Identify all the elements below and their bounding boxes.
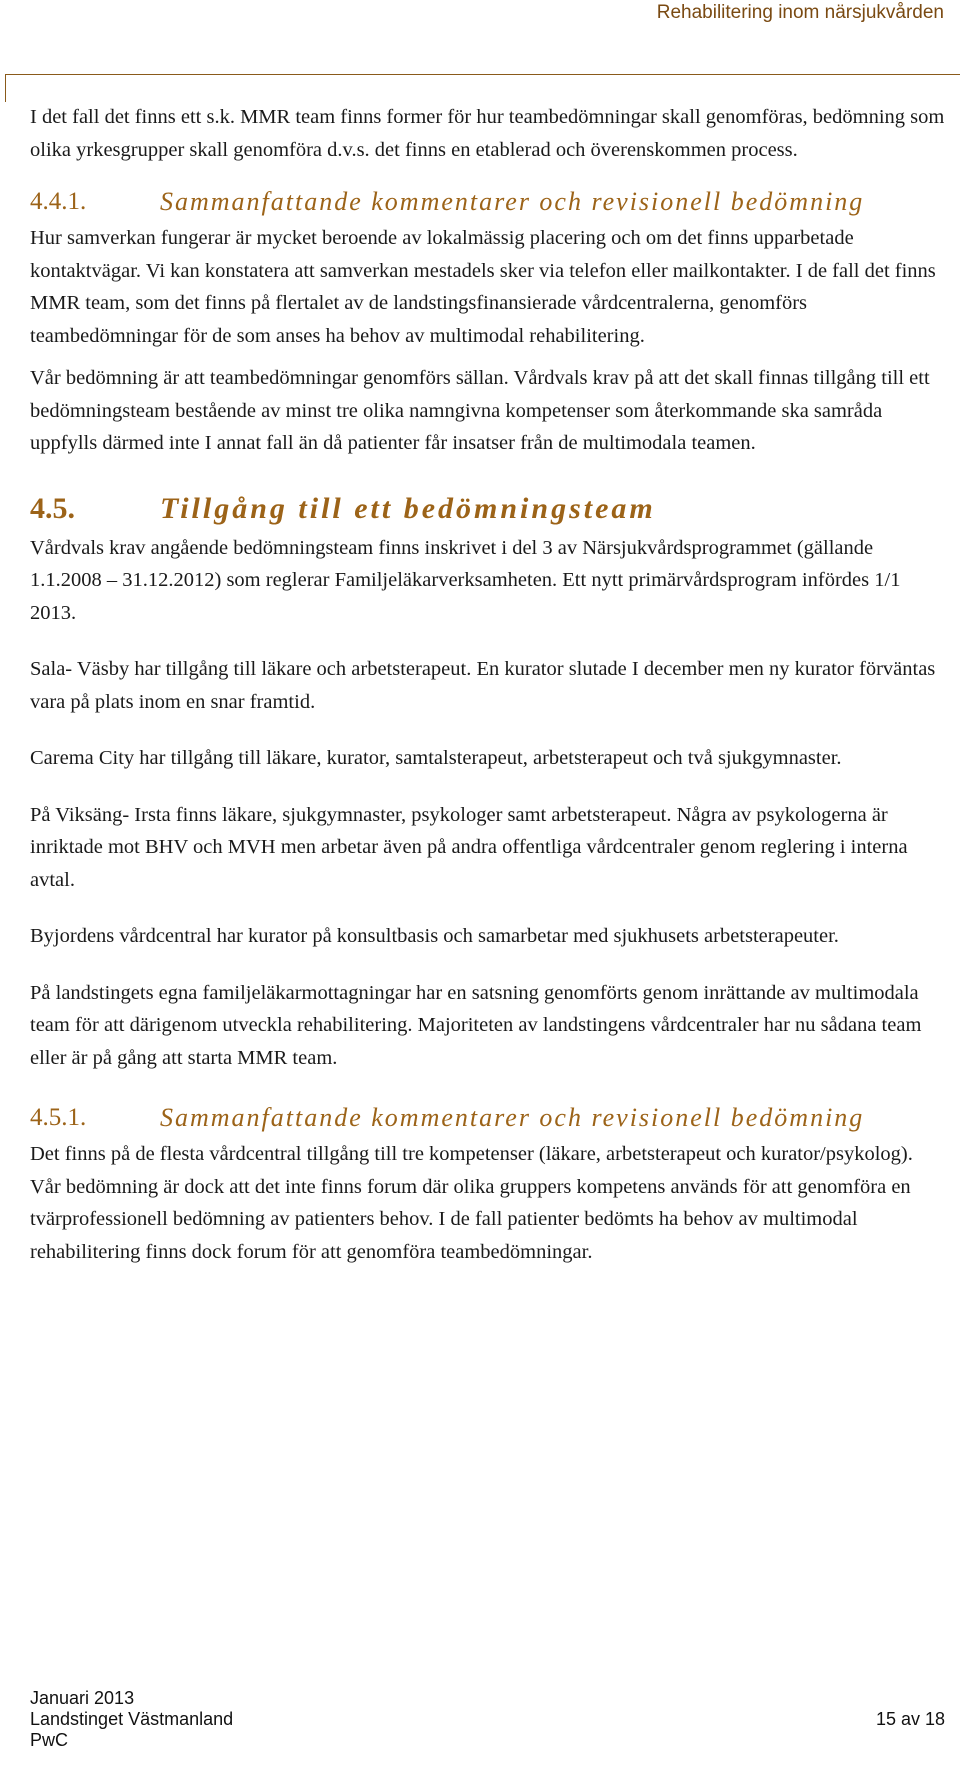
running-header-title: Rehabilitering inom närsjukvården	[656, 2, 944, 23]
footer-date: Januari 2013	[30, 1688, 135, 1708]
document-body	[30, 101, 945, 1268]
section-heading-4-4-1	[30, 182, 945, 222]
section-heading-4-5	[30, 486, 945, 532]
paragraph: Vår bedömning är att teambedömningar genomförs sällan. Vårdvals krav på att det skall finnas tillgång till ett bedömningsteam bestående av minst tre olika namngivna kompetenser som återkommande ska samråda uppfylls därmed inte I annat fall än då patienter får insatser från de multimodala teamen.	[30, 367, 930, 454]
paragraph: På landstingets egna familjeläkarmottagningar har en satsning genomförts genom inrättande av multimodala team för att därigenom utveckla rehabilitering. Majoriteten av landstingens vårdcentraler har nu sådana team eller är på gång att starta MMR team.	[30, 981, 922, 1069]
paragraph: Det finns på de flesta vårdcentral tillgång till tre kompetenser (läkare, arbetsterapeut och kurator/psykolog). Vår bedömning är dock att det inte finns forum där olika gruppers kompetens används för att genomföra en tvärprofessionell bedömning av patienters behov. I de fall patienter bedömts ha behov av multimodal rehabilitering finns dock forum för att genomföra teambedömningar.	[30, 1143, 913, 1263]
footer-company: PwC	[30, 1730, 69, 1750]
intro-paragraph: I det fall det finns ett s.k. MMR team finns former för hur teambedömningar skall genomföras, bedömning som olika yrkesgrupper skall genomföra d.v.s. det finns en etablerad och överenskommen process.	[30, 106, 945, 161]
section-number: 4.4.1.	[30, 188, 87, 215]
paragraph: Carema City har tillgång till läkare, kurator, samtalsterapeut, arbetsterapeut och två sjukgymnaster.	[30, 747, 842, 769]
paragraph: Vårdvals krav angående bedömningsteam finns inskrivet i del 3 av Närsjukvårdsprogrammet (gällande 1.1.2008 – 31.12.2012) som reglerar Familjeläkarverksamheten. Ett nytt primärvårdsprogram infördes 1/1 2013.	[30, 536, 901, 624]
header-rule	[5, 74, 960, 75]
section-heading-4-5-1	[30, 1098, 945, 1138]
paragraph: Byjordens vårdcentral har kurator på konsultbasis och samarbetar med sjukhusets arbetsterapeuter.	[30, 925, 839, 947]
footer-organization: Landstinget Västmanland	[30, 1709, 234, 1729]
paragraph: Sala- Väsby har tillgång till läkare och arbetsterapeut. En kurator slutade I december men ny kurator förväntas vara på plats inom en snar framtid.	[30, 658, 936, 713]
section-number: 4.5.1.	[30, 1104, 87, 1131]
section-title: Tillgång till ett bedömningsteam	[160, 491, 656, 525]
paragraph: På Viksäng- Irsta finns läkare, sjukgymnaster, psykologer samt arbetsterapeut. Några av psykologerna är inriktade mot BHV och MVH men arbetar även på andra offentliga vårdcentraler genom reglering i interna avtal.	[30, 803, 908, 891]
section-title: Sammanfattande kommentarer och revisionell bedömning	[160, 187, 865, 216]
header-corner-mark	[5, 74, 6, 102]
section-title: Sammanfattande kommentarer och revisionell bedömning	[160, 1103, 865, 1132]
paragraph: Hur samverkan fungerar är mycket beroende av lokalmässig placering och om det finns upparbetade kontaktvägar. Vi kan konstatera att samverkan mestadels sker via telefon eller mailkontakter. I de fall det finns MMR team, som det finns på flertalet av de landstingsfinansierade vårdcentralerna, genomförs teambedömningar för de som anses ha behov av multimodal rehabilitering.	[30, 227, 936, 347]
page-footer	[30, 1688, 945, 1751]
page-number: 15 av 18	[875, 1709, 945, 1729]
section-number: 4.5.	[30, 491, 75, 525]
